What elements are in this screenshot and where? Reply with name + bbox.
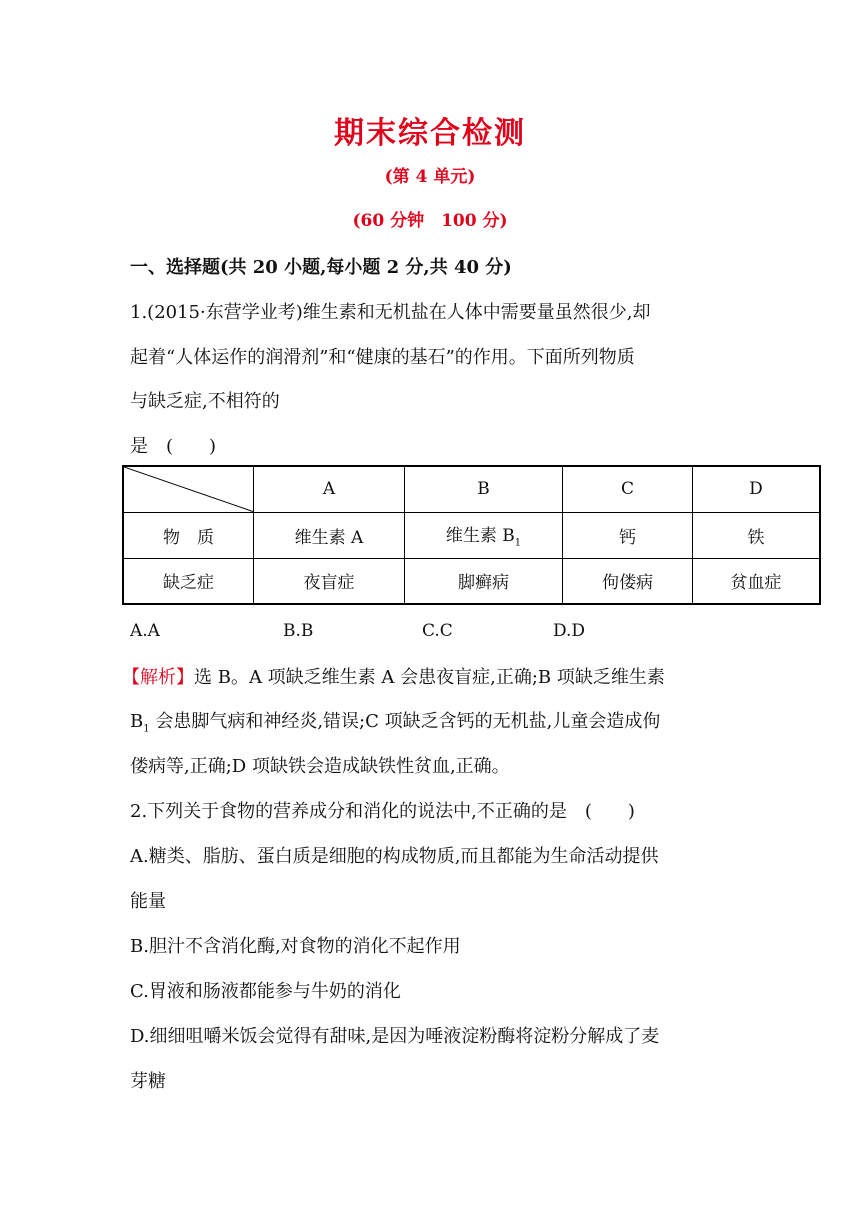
time-score-subtitle: (60 分钟 100 分) bbox=[352, 211, 508, 231]
q1-stem-line3: 与缺乏症,不相符的 bbox=[130, 391, 280, 412]
q1-option-c: C.C bbox=[422, 621, 453, 641]
cell-deficiency-d: 贫血症 bbox=[693, 558, 821, 604]
page-title: 期末综合检测 bbox=[334, 116, 526, 151]
q2-option-a-line1: A.糖类、脂肪、蛋白质是细胞的构成物质,而且都能为生命活动提供 bbox=[130, 846, 659, 867]
q2-option-a-line2: 能量 bbox=[130, 891, 166, 912]
header-cell-a: A bbox=[254, 466, 405, 512]
diagonal-line bbox=[124, 467, 253, 512]
q1-option-b: B.B bbox=[283, 621, 314, 641]
q1-option-d: D.D bbox=[553, 621, 586, 641]
q1-analysis-line3: 偻病等,正确;D 项缺铁会造成缺铁性贫血,正确。 bbox=[130, 756, 510, 777]
header-cell-b: B bbox=[405, 466, 563, 512]
q2-option-c: C.胃液和肠液都能参与牛奶的消化 bbox=[130, 981, 401, 1002]
q1-table bbox=[122, 465, 821, 605]
cell-deficiency-c: 佝偻病 bbox=[563, 558, 693, 604]
table-row bbox=[123, 558, 820, 604]
unit-subtitle: (第 4 单元) bbox=[384, 167, 476, 187]
analysis-tag: 【解析】 bbox=[122, 667, 194, 688]
table-row bbox=[123, 512, 820, 558]
header-cell-c: C bbox=[563, 466, 693, 512]
q1-option-a: A.A bbox=[130, 621, 160, 641]
q2-stem: 2.下列关于食物的营养成分和消化的说法中,不正确的是 ( ) bbox=[130, 801, 635, 822]
q1-stem-line4: 是 ( ) bbox=[130, 436, 217, 457]
q1-analysis-line2: $B_1$ 会患脚气病和神经炎,错误;C 项缺乏含钙的无机盐,儿童会造成佝 bbox=[130, 711, 661, 735]
q2-option-b: B.胆汁不含消化酶,对食物的消化不起作用 bbox=[130, 936, 461, 957]
cell-substance-d: 铁 bbox=[693, 512, 821, 558]
q1-stem-line2: 起着“人体运作的润滑剂”和“健康的基石”的作用。下面所列物质 bbox=[130, 347, 635, 368]
cell-deficiency-a: 夜盲症 bbox=[254, 558, 405, 604]
cell-substance-b: 维生素 $B_1$ bbox=[405, 512, 563, 558]
diagonal-corner-cell bbox=[123, 466, 254, 512]
table-header-row bbox=[123, 466, 820, 512]
header-cell-d: D bbox=[693, 466, 821, 512]
row-label-substance: 物 质 bbox=[123, 512, 254, 558]
section-heading: 一、选择题(共 20 小题,每小题 2 分,共 40 分) bbox=[130, 257, 512, 278]
q2-option-d-line2: 芽糖 bbox=[130, 1071, 166, 1092]
q1-analysis-line1: 【解析】选 B。A 项缺乏维生素 A 会患夜盲症,正确;B 项缺乏维生素 bbox=[122, 667, 665, 688]
q1-stem-line1: 1.(2015·东营学业考)维生素和无机盐在人体中需要量虽然很少,却 bbox=[130, 302, 651, 323]
row-label-deficiency: 缺乏症 bbox=[123, 558, 254, 604]
q2-option-d-line1: D.细细咀嚼米饭会觉得有甜味,是因为唾液淀粉酶将淀粉分解成了麦 bbox=[130, 1026, 660, 1047]
cell-deficiency-b: 脚癣病 bbox=[405, 558, 563, 604]
cell-substance-c: 钙 bbox=[563, 512, 693, 558]
cell-substance-a: 维生素 A bbox=[254, 512, 405, 558]
